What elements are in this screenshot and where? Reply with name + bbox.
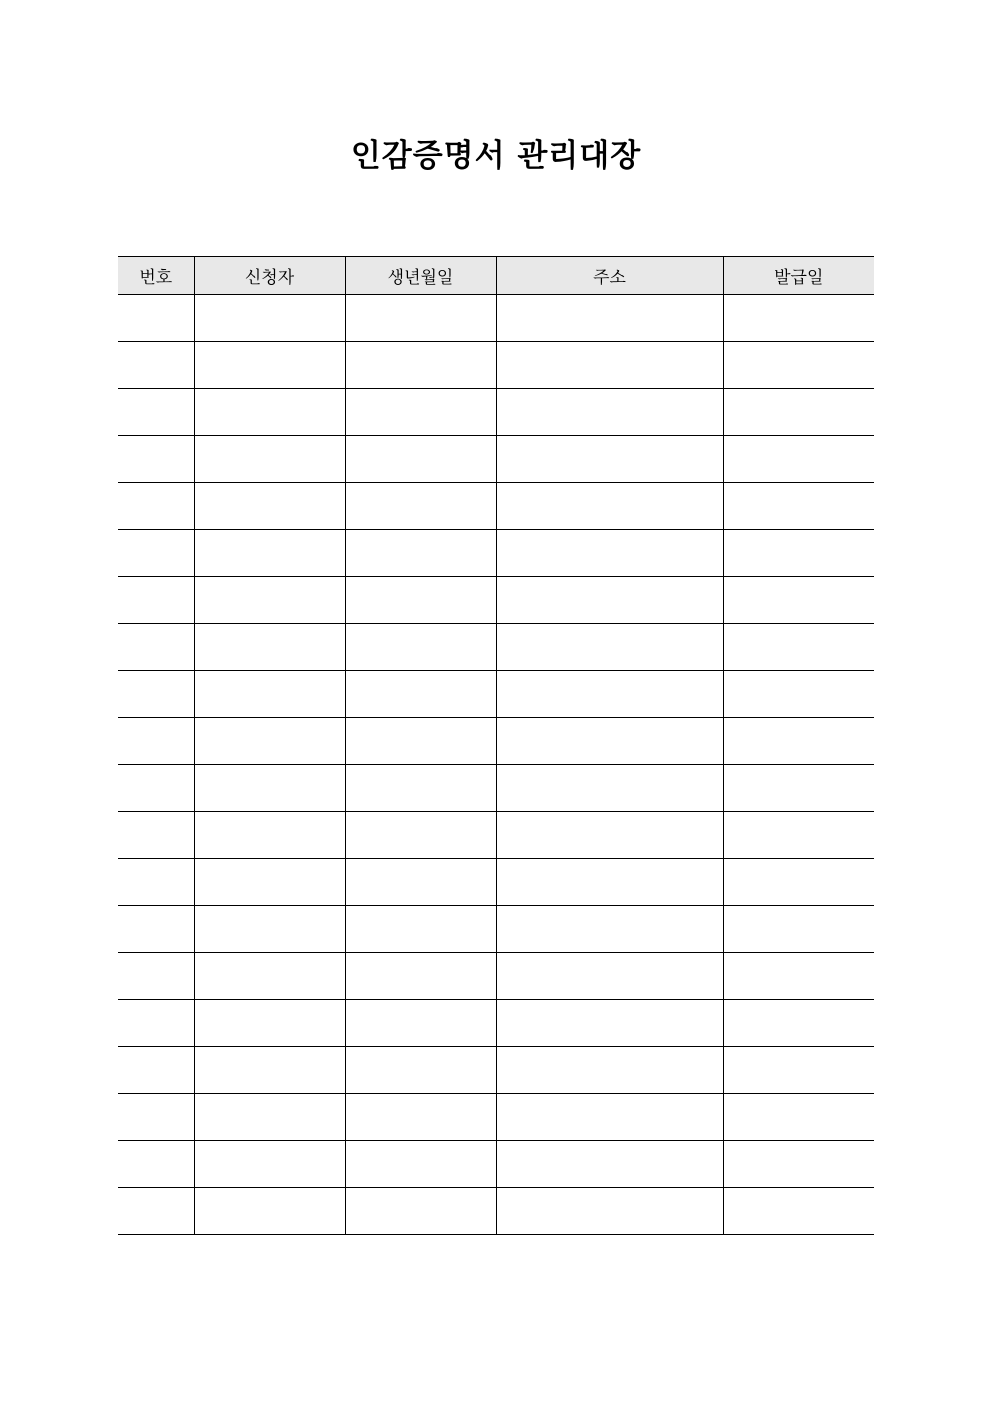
header-issue-date: 발급일 — [723, 257, 874, 295]
number-cell[interactable] — [118, 577, 194, 624]
table-row — [118, 624, 874, 671]
issue-date-cell[interactable] — [723, 718, 874, 765]
issue-date-cell[interactable] — [723, 1188, 874, 1235]
birthdate-cell[interactable] — [345, 483, 496, 530]
applicant-cell[interactable] — [194, 342, 345, 389]
table-row — [118, 342, 874, 389]
birthdate-cell[interactable] — [345, 389, 496, 436]
register-table — [118, 256, 874, 1235]
number-cell[interactable] — [118, 624, 194, 671]
birthdate-cell[interactable] — [345, 671, 496, 718]
table-row — [118, 295, 874, 342]
address-cell[interactable] — [496, 1188, 723, 1235]
applicant-cell[interactable] — [194, 1047, 345, 1094]
birthdate-cell[interactable] — [345, 624, 496, 671]
issue-date-cell[interactable] — [723, 1047, 874, 1094]
address-cell[interactable] — [496, 1141, 723, 1188]
birthdate-cell[interactable] — [345, 718, 496, 765]
address-cell[interactable] — [496, 812, 723, 859]
applicant-cell[interactable] — [194, 624, 345, 671]
address-cell[interactable] — [496, 765, 723, 812]
number-cell[interactable] — [118, 1141, 194, 1188]
applicant-cell[interactable] — [194, 577, 345, 624]
table-row — [118, 530, 874, 577]
number-cell[interactable] — [118, 718, 194, 765]
table-body — [118, 295, 874, 1235]
issue-date-cell[interactable] — [723, 1141, 874, 1188]
applicant-cell[interactable] — [194, 953, 345, 1000]
applicant-cell[interactable] — [194, 1000, 345, 1047]
birthdate-cell[interactable] — [345, 436, 496, 483]
table-row — [118, 953, 874, 1000]
address-cell[interactable] — [496, 1000, 723, 1047]
issue-date-cell[interactable] — [723, 953, 874, 1000]
birthdate-cell[interactable] — [345, 1188, 496, 1235]
applicant-cell[interactable] — [194, 436, 345, 483]
table-row — [118, 906, 874, 953]
birthdate-cell[interactable] — [345, 1141, 496, 1188]
table-row — [118, 765, 874, 812]
number-cell[interactable] — [118, 342, 194, 389]
issue-date-cell[interactable] — [723, 765, 874, 812]
table-header — [118, 257, 874, 295]
page-title: 인감증명서 관리대장 — [350, 138, 642, 174]
applicant-cell[interactable] — [194, 530, 345, 577]
number-cell[interactable] — [118, 859, 194, 906]
issue-date-cell[interactable] — [723, 1000, 874, 1047]
applicant-cell[interactable] — [194, 718, 345, 765]
applicant-cell[interactable] — [194, 765, 345, 812]
header-birthdate: 생년월일 — [345, 257, 496, 295]
applicant-cell[interactable] — [194, 671, 345, 718]
table-row — [118, 812, 874, 859]
issue-date-cell[interactable] — [723, 906, 874, 953]
table-row — [118, 389, 874, 436]
number-cell[interactable] — [118, 483, 194, 530]
applicant-cell[interactable] — [194, 1094, 345, 1141]
table-row — [118, 1188, 874, 1235]
number-cell[interactable] — [118, 1000, 194, 1047]
number-cell[interactable] — [118, 1188, 194, 1235]
issue-date-cell[interactable] — [723, 671, 874, 718]
birthdate-cell[interactable] — [345, 953, 496, 1000]
table-row — [118, 1047, 874, 1094]
table-row — [118, 436, 874, 483]
number-cell[interactable] — [118, 765, 194, 812]
address-cell[interactable] — [496, 671, 723, 718]
applicant-cell[interactable] — [194, 295, 345, 342]
number-cell[interactable] — [118, 1094, 194, 1141]
address-cell[interactable] — [496, 389, 723, 436]
birthdate-cell[interactable] — [345, 295, 496, 342]
number-cell[interactable] — [118, 436, 194, 483]
address-cell[interactable] — [496, 295, 723, 342]
applicant-cell[interactable] — [194, 1141, 345, 1188]
header-applicant: 신청자 — [194, 257, 345, 295]
issue-date-cell[interactable] — [723, 859, 874, 906]
table-row — [118, 1000, 874, 1047]
table-row — [118, 859, 874, 906]
birthdate-cell[interactable] — [345, 1047, 496, 1094]
address-cell[interactable] — [496, 436, 723, 483]
birthdate-cell[interactable] — [345, 859, 496, 906]
table-row — [118, 671, 874, 718]
number-cell[interactable] — [118, 671, 194, 718]
number-cell[interactable] — [118, 530, 194, 577]
address-cell[interactable] — [496, 530, 723, 577]
header-number: 번호 — [118, 257, 194, 295]
applicant-cell[interactable] — [194, 859, 345, 906]
birthdate-cell[interactable] — [345, 812, 496, 859]
address-cell[interactable] — [496, 342, 723, 389]
number-cell[interactable] — [118, 295, 194, 342]
issue-date-cell[interactable] — [723, 436, 874, 483]
header-address: 주소 — [496, 257, 723, 295]
birthdate-cell[interactable] — [345, 1000, 496, 1047]
applicant-cell[interactable] — [194, 1188, 345, 1235]
number-cell[interactable] — [118, 906, 194, 953]
applicant-cell[interactable] — [194, 906, 345, 953]
applicant-cell[interactable] — [194, 483, 345, 530]
address-cell[interactable] — [496, 577, 723, 624]
issue-date-cell[interactable] — [723, 812, 874, 859]
number-cell[interactable] — [118, 812, 194, 859]
table-row — [118, 1141, 874, 1188]
address-cell[interactable] — [496, 1094, 723, 1141]
birthdate-cell[interactable] — [345, 906, 496, 953]
table-row — [118, 483, 874, 530]
issue-date-cell[interactable] — [723, 389, 874, 436]
table-row — [118, 718, 874, 765]
number-cell[interactable] — [118, 389, 194, 436]
birthdate-cell[interactable] — [345, 342, 496, 389]
address-cell[interactable] — [496, 718, 723, 765]
issue-date-cell[interactable] — [723, 530, 874, 577]
issue-date-cell[interactable] — [723, 483, 874, 530]
address-cell[interactable] — [496, 1047, 723, 1094]
issue-date-cell[interactable] — [723, 295, 874, 342]
address-cell[interactable] — [496, 483, 723, 530]
issue-date-cell[interactable] — [723, 624, 874, 671]
birthdate-cell[interactable] — [345, 765, 496, 812]
applicant-cell[interactable] — [194, 389, 345, 436]
table-row — [118, 577, 874, 624]
address-cell[interactable] — [496, 906, 723, 953]
number-cell[interactable] — [118, 953, 194, 1000]
address-cell[interactable] — [496, 859, 723, 906]
issue-date-cell[interactable] — [723, 342, 874, 389]
issue-date-cell[interactable] — [723, 1094, 874, 1141]
issue-date-cell[interactable] — [723, 577, 874, 624]
header-row — [118, 257, 874, 295]
number-cell[interactable] — [118, 1047, 194, 1094]
birthdate-cell[interactable] — [345, 530, 496, 577]
address-cell[interactable] — [496, 953, 723, 1000]
applicant-cell[interactable] — [194, 812, 345, 859]
birthdate-cell[interactable] — [345, 577, 496, 624]
table-row — [118, 1094, 874, 1141]
address-cell[interactable] — [496, 624, 723, 671]
birthdate-cell[interactable] — [345, 1094, 496, 1141]
